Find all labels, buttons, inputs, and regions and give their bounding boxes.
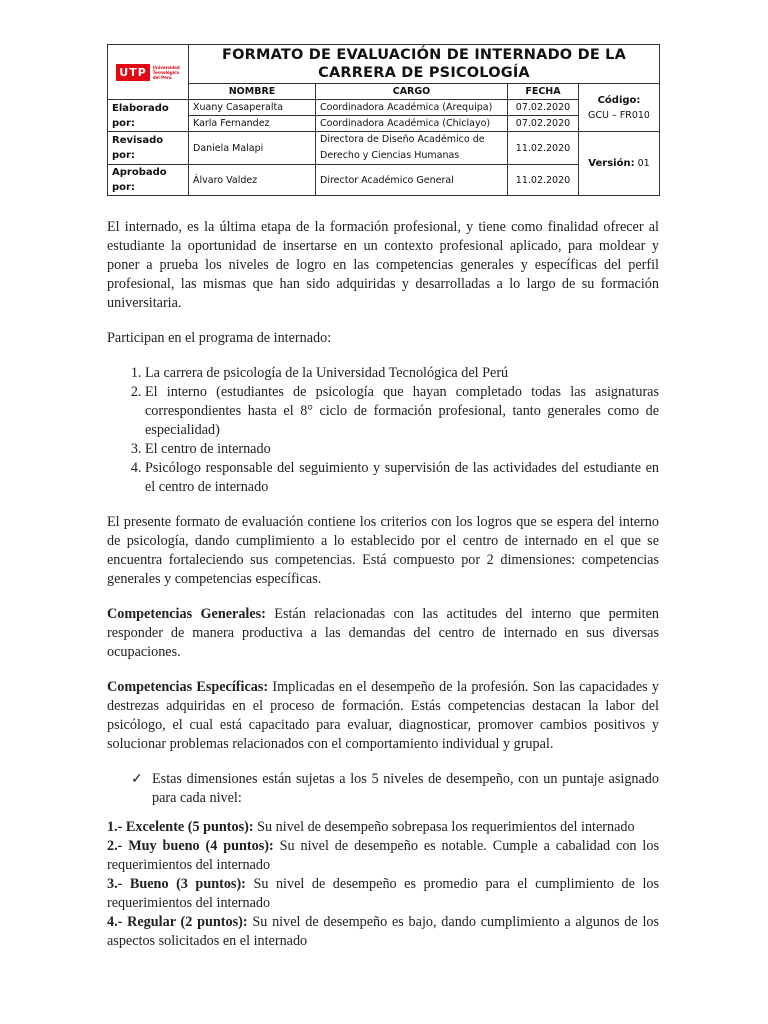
level-item: 1.- Excelente (5 puntos): Su nivel de desempeño sobrepasa los requerimientos del internado xyxy=(107,819,635,835)
version-value: 01 xyxy=(637,158,650,169)
revisado-cargo: Directora de Diseño Académico de Derecho y Ciencias Humanas xyxy=(316,132,508,165)
intro-paragraph: El internado, es la última etapa de la formación profesional, y tiene como finalidad ofrecer al estudiante la oportunidad de insertarse en un contexto profesional aplicado, para moldear y poner a prueba los niveles de logro en las competencias generales y específicas del perfil profesional, las mismas que han sido adquiridas y desarrolladas a lo largo de su formación universitaria. xyxy=(107,219,659,311)
aprobado-fecha: 11.02.2020 xyxy=(508,165,579,196)
general-label: Competencias Generales: xyxy=(107,606,266,622)
revisado-nombre: Daniela Malapi xyxy=(189,132,316,165)
elaborado-cargo-1: Coordinadora Académica (Arequipa) xyxy=(316,100,508,116)
list-item: 4. Psicólogo responsable del seguimiento y supervisión de las actividades del estudiante en el centro de internado xyxy=(145,459,659,497)
document-body xyxy=(107,218,659,951)
list-item: 2. El interno (estudiantes de psicología que hayan completado todas las asignaturas correspondientes hasta el 8° ciclo de formación profesional, tanto generales como de especialidad) xyxy=(145,383,659,440)
revisado-label: Revisado por: xyxy=(108,132,189,165)
aprobado-label: Aprobado por: xyxy=(108,165,189,196)
logo-cell xyxy=(108,45,189,100)
level-item: 2.- Muy bueno (4 puntos): Su nivel de desempeño es notable. Cumple a cabalidad con los requerimientos del internado xyxy=(107,838,659,873)
elaborado-fecha-1: 07.02.2020 xyxy=(508,100,579,116)
aprobado-cargo: Director Académico General xyxy=(316,165,508,196)
column-header-cargo: CARGO xyxy=(316,84,508,100)
aprobado-nombre: Álvaro Valdez xyxy=(189,165,316,196)
logo-text: UTP xyxy=(116,64,150,81)
version-cell xyxy=(579,132,660,196)
level-item: 3.- Bueno (3 puntos): Su nivel de desempeño es promedio para el cumplimiento de los requerimientos del internado xyxy=(107,876,660,911)
elaborado-label: Elaborado por: xyxy=(108,100,189,132)
elaborado-fecha-2: 07.02.2020 xyxy=(508,116,579,132)
check-text: Estas dimensiones están sujetas a los 5 niveles de desempeño, con un puntaje asignado para cada nivel: xyxy=(152,771,659,806)
elaborado-cargo-2: Coordinadora Académica (Chiclayo) xyxy=(316,116,508,132)
logo-subtitle: Universidad Tecnológica del Perú xyxy=(152,64,180,80)
elaborado-nombre-2: Karla Fernandez xyxy=(189,116,316,132)
header-table xyxy=(107,44,660,196)
list-item: 3. El centro de internado xyxy=(145,440,659,459)
column-header-nombre: NOMBRE xyxy=(189,84,316,100)
document-title: FORMATO DE EVALUACIÓN DE INTERNADO DE LA CARRERA DE PSICOLOGÍA xyxy=(189,45,660,84)
elaborado-nombre-1: Xuany Casaperalta xyxy=(189,100,316,116)
codigo-cell xyxy=(579,84,660,132)
level-item: 4.- Regular (2 puntos): Su nivel de desempeño es bajo, dando cumplimiento a algunos de los aspectos solicitados en el internado xyxy=(107,914,660,949)
format-description: El presente formato de evaluación contiene los criterios con los logros que se espera del interno de psicología, dando cumplimiento a lo establecido por el centro de internado en el que se encuentra fortaleciendo sus competencias. Está compuesto por 2 dimensiones: competencias generales y competencias específicas. xyxy=(107,514,659,587)
column-header-fecha: FECHA xyxy=(508,84,579,100)
checkmark-icon: ✓ xyxy=(131,771,143,787)
list-item: 1. La carrera de psicología de la Universidad Tecnológica del Perú xyxy=(145,364,659,383)
version-label: Versión: xyxy=(588,158,635,169)
specific-text: Implicadas en el desempeño de la profesión. Son las capacidades y destrezas adquiridas en el proceso de formación. Estás competencias destacan la labor del psicólogo, el cual está capacitado para evaluar, diagnosticar, promover cambios positivos y solucionar problemas relacionados con el comportamiento individual y grupal. xyxy=(107,679,660,752)
participants-intro: Participan en el programa de internado: xyxy=(107,330,332,346)
revisado-fecha: 11.02.2020 xyxy=(508,132,579,165)
utp-logo xyxy=(116,64,179,81)
participants-list xyxy=(107,364,659,497)
checklist-item xyxy=(107,770,659,808)
general-text: Están relacionadas con las actitudes del interno que permiten responder de manera productiva a las demandas del centro de internado en sus diversas ocupaciones. xyxy=(107,606,659,660)
codigo-label: Código: xyxy=(597,94,641,106)
codigo-value: GCU – FR010 xyxy=(588,109,650,121)
specific-label: Competencias Específicas: xyxy=(107,679,269,695)
specific-competencies xyxy=(107,678,659,754)
general-competencies xyxy=(107,605,659,662)
